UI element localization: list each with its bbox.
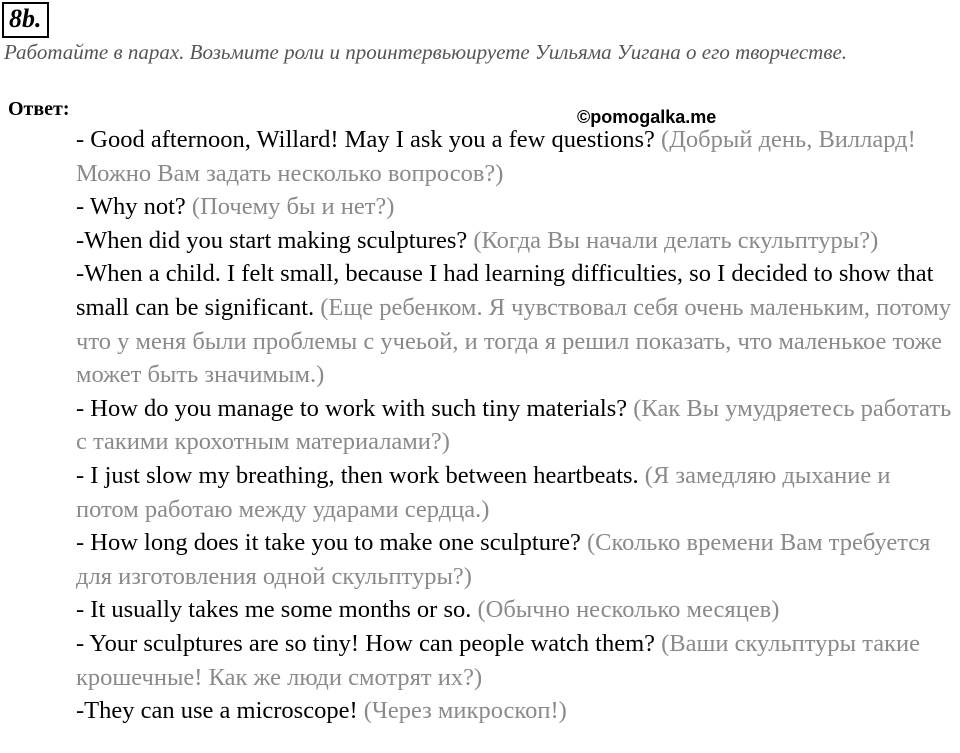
dialogue-line: [76, 224, 956, 258]
english-text: - How do you manage to work with such tiny materials?: [76, 394, 628, 422]
dialogue-line: [76, 627, 956, 694]
task-instruction: Работайте в парах. Возьмите роли и проинтервьюируете Уильяма Уигана о его творчестве.: [4, 40, 848, 64]
dialogue-line: [76, 694, 956, 728]
english-text: - I just slow my breathing, then work between heartbeats.: [76, 461, 639, 489]
russian-translation: (Когда Вы начали делать скульптуры?): [473, 226, 879, 254]
english-text: - It usually takes me some months or so.: [76, 596, 472, 624]
russian-translation: (Добрый день, Виллард! Можно Вам задать несколько вопросов?): [76, 126, 916, 187]
english-text: - Your sculptures are so tiny! How can people watch them?: [76, 629, 656, 657]
dialogue-line: [76, 190, 956, 224]
dialogue-line: [76, 257, 956, 391]
russian-translation: (Почему бы и нет?): [191, 193, 395, 221]
watermark: ©pomogalka.me: [577, 107, 717, 127]
english-text: -When a child. I felt small, because I had learning difficulties, so I decided to show that small can be significant.: [76, 260, 934, 321]
english-text: - Good afternoon, Willard! May I ask you a few questions?: [76, 126, 655, 153]
russian-translation: (Я замедляю дыхание и потом работаю между ударами сердца.): [76, 461, 891, 523]
russian-translation: (Как Вы умудряетесь работать с такими крохотным материалами?): [76, 394, 952, 456]
russian-translation: (Сколько времени Вам требуется для изготовления одной скульптуры?): [76, 529, 931, 590]
dialogue: [76, 123, 956, 728]
english-text: -They can use a microscope!: [76, 697, 358, 725]
russian-translation: (Еще ребенком. Я чувствовал себя очень маленьким, потому что у меня были проблемы с учеьой, и тогда я решил показать, что маленькое тоже может быть значимым.): [76, 293, 952, 389]
dialogue-line: [76, 526, 956, 593]
dialogue-line: [76, 392, 956, 459]
exercise-label: 8b.: [2, 2, 49, 38]
dialogue-line: [76, 593, 956, 627]
answer-label: Ответ:: [8, 98, 70, 120]
dialogue-line: [76, 459, 956, 526]
english-text: -When did you start making sculptures?: [76, 226, 468, 254]
dialogue-line: [76, 123, 956, 190]
russian-translation: (Ваши скульптуры такие крошечные! Как же люди смотрят их?): [76, 629, 920, 691]
english-text: - Why not?: [76, 193, 186, 221]
russian-translation: (Обычно несколько месяцев): [477, 596, 780, 624]
russian-translation: (Через микроскоп!): [363, 697, 567, 725]
english-text: - How long does it take you to make one sculpture?: [76, 529, 581, 557]
